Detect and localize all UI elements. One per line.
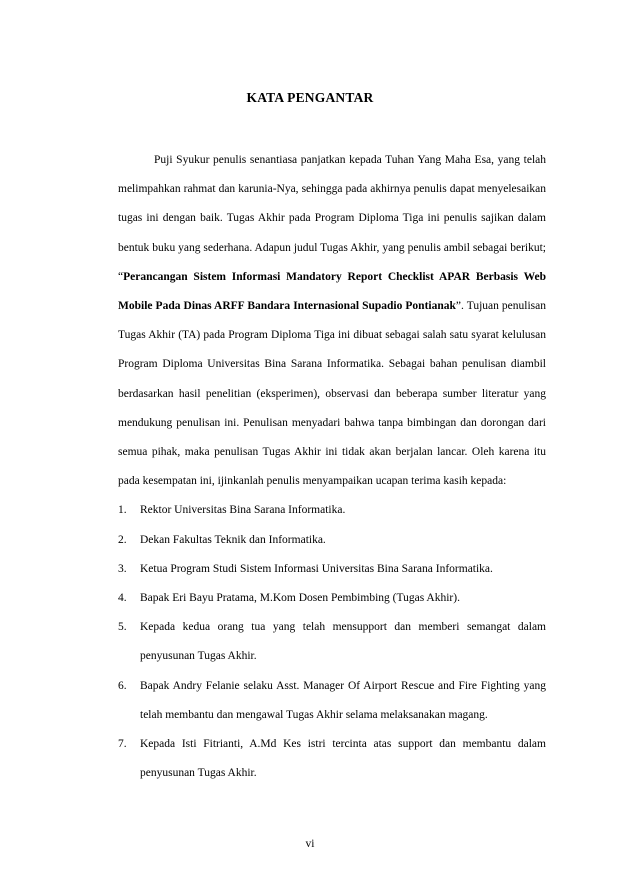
document-body [118, 146, 546, 788]
page-number: vi [305, 838, 315, 850]
list-item-number: 2. [118, 533, 127, 546]
list-item [118, 496, 546, 525]
thesis-title: Perancangan Sistem Informasi Mandatory Report Checklist APAR Berbasis Web Mobile Pada Dinas ARFF Bandara Internasional Supadio Pontianak [118, 270, 546, 313]
intro-paragraph [118, 146, 546, 496]
list-item-number: 5. [118, 621, 127, 634]
paragraph-text-1: Puji Syukur penulis senantiasa panjatkan kepada Tuhan Yang Maha Esa, yang telah melimpahkan rahmat dan karunia-Nya, sehingga pada akhirnya penulis dapat menyelesaikan tugas ini dengan baik. Tugas Akhir pada Program Diploma Tiga ini penulis sajikan dalam bentuk buku yang sederhana. Adapun judul Tugas Akhir, yang penulis ambil sebagai berikut; “ [118, 154, 546, 283]
list-item-number: 7. [118, 738, 127, 751]
list-item-text: Rektor Universitas Bina Sarana Informatika. [140, 504, 346, 517]
list-item-text: Kepada kedua orang tua yang telah mensupport dan memberi semangat dalam penyusunan Tugas Akhir. [140, 621, 546, 663]
paragraph-text-2: ”. Tujuan penulisan Tugas Akhir (TA) pada Program Diploma Tiga ini dibuat sebagai salah satu syarat kelulusan Program Diploma Universitas Bina Sarana Informatika. Sebagai bahan penulisan diambil berdasarkan hasil penelitian (eksperimen), observasi dan beberapa sumber literatur yang mendukung penulisan ini. Penulisan menyadari bahwa tanpa bimbingan dan dorongan dari semua pihak, maka penulisan Tugas Akhir ini tidak akan berjalan lancar. Oleh karena itu pada kesempatan ini, ijinkanlah penulis menyampaikan ucapan terima kasih kepada: [118, 300, 547, 488]
list-item [118, 672, 546, 730]
list-item-text: Kepada Isti Fitrianti, A.Md Kes istri tercinta atas support dan membantu dalam penyusunan Tugas Akhir. [140, 738, 546, 780]
list-item-text: Bapak Andry Felanie selaku Asst. Manager Of Airport Rescue and Fire Fighting yang telah membantu dan mengawal Tugas Akhir selama melaksanakan magang. [140, 679, 546, 721]
page-title: KATA PENGANTAR [246, 90, 374, 105]
list-item [118, 584, 546, 613]
list-item-text: Ketua Program Studi Sistem Informasi Universitas Bina Sarana Informatika. [140, 562, 493, 575]
list-item-number: 1. [118, 504, 127, 517]
list-item-number: 4. [118, 592, 127, 605]
list-item [118, 526, 546, 555]
list-item-number: 3. [118, 562, 127, 575]
list-item [118, 555, 546, 584]
list-item-text: Dekan Fakultas Teknik dan Informatika. [140, 533, 326, 546]
list-item [118, 730, 546, 788]
list-item-number: 6. [118, 679, 127, 692]
list-item-text: Bapak Eri Bayu Pratama, M.Kom Dosen Pembimbing (Tugas Akhir). [140, 592, 460, 605]
acknowledgement-list [118, 496, 546, 788]
list-item [118, 613, 546, 671]
